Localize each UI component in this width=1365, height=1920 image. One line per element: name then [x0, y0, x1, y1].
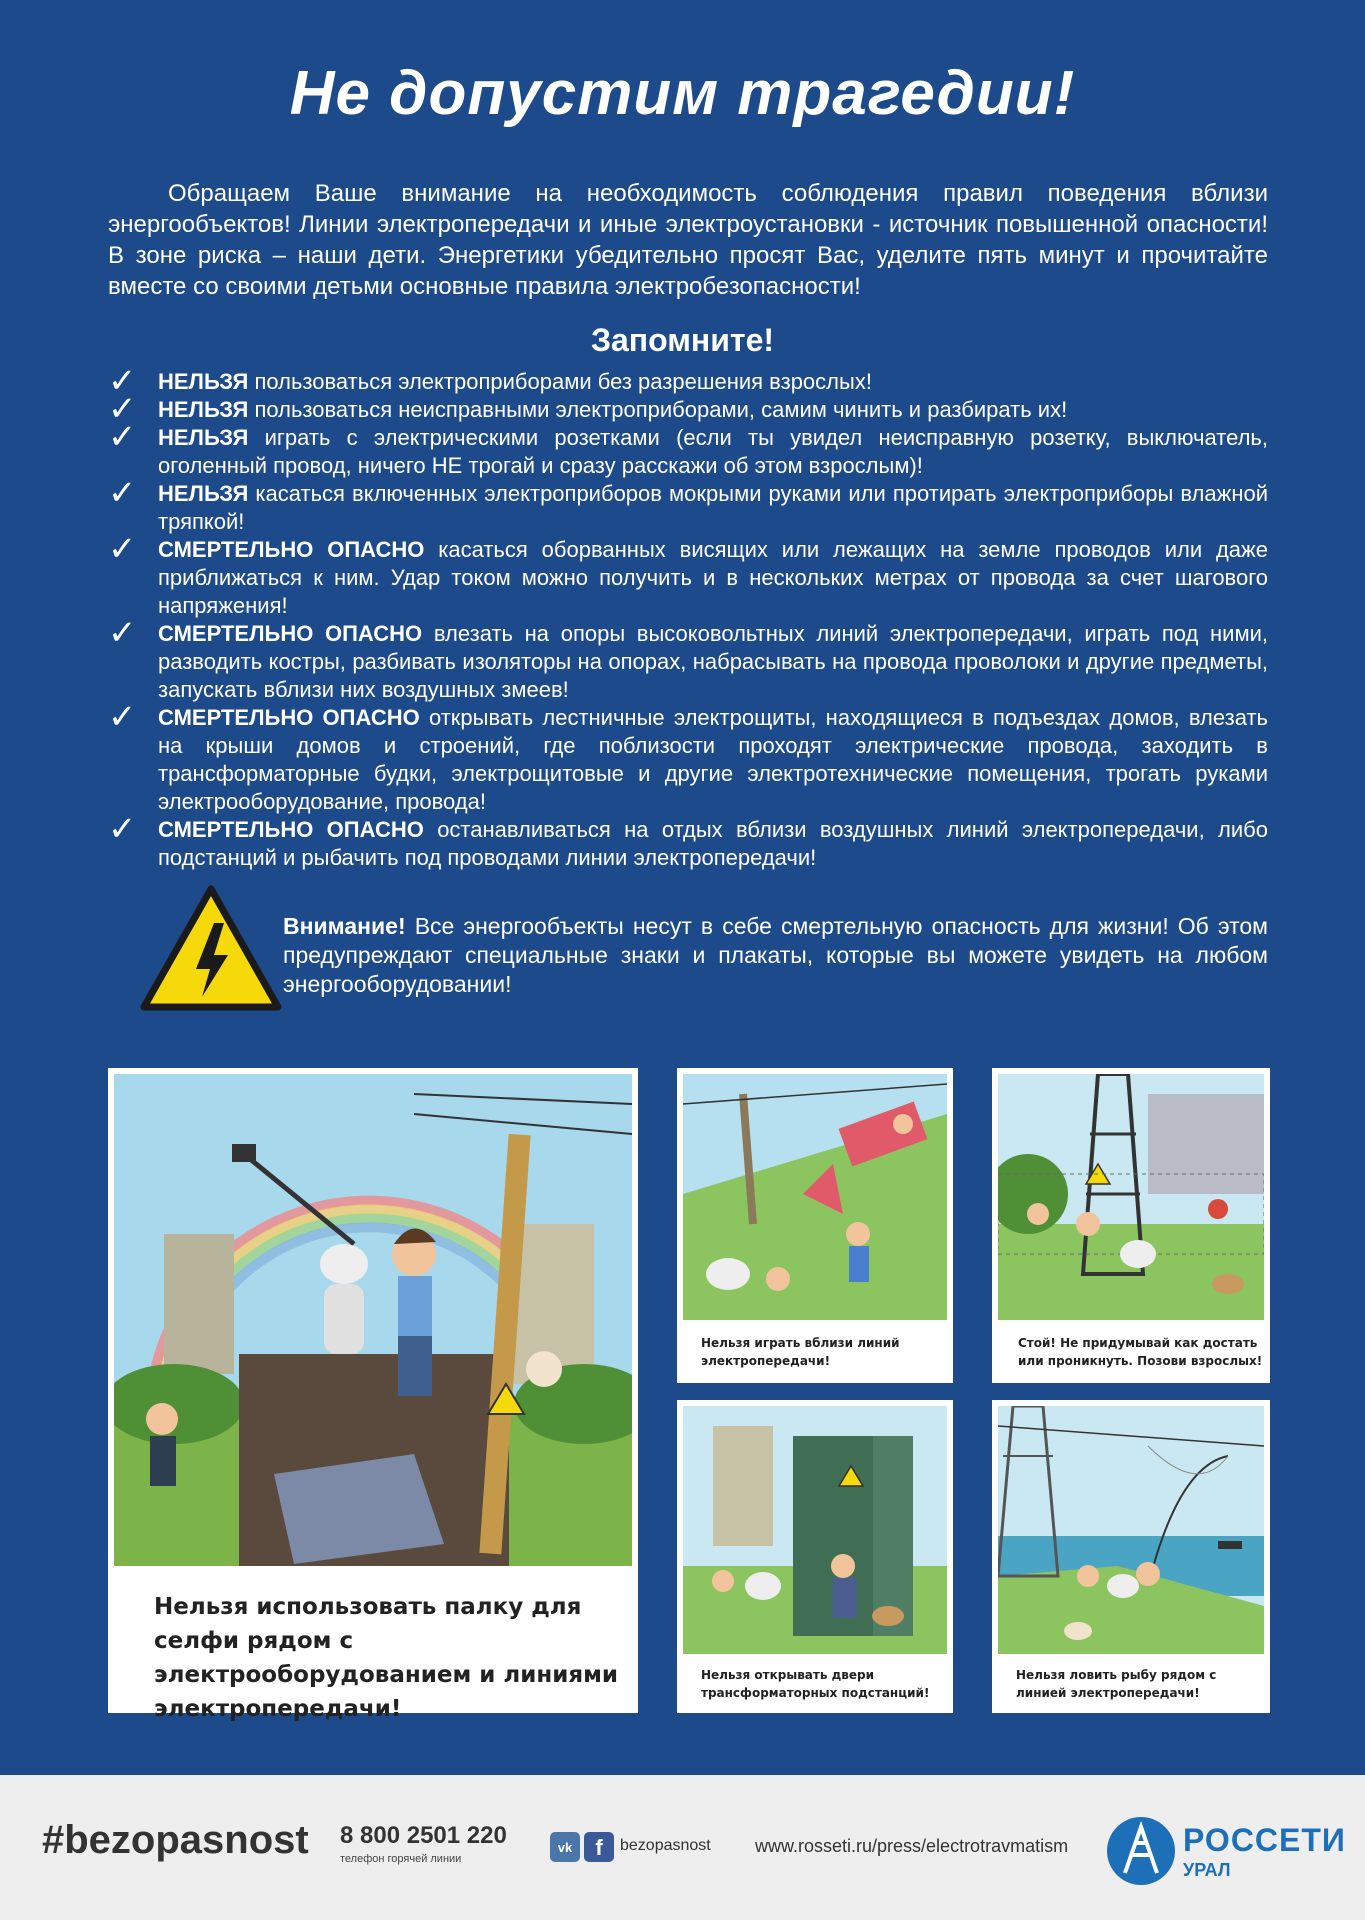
- rule-lead: СМЕРТЕЛЬНО ОПАСНО: [158, 705, 420, 730]
- rule-text: пользоваться электроприборами без разрешения взрослых!: [254, 369, 872, 394]
- checkmark-icon: ✓: [108, 390, 137, 428]
- hotline-phone[interactable]: 8 800 2501 220: [340, 1822, 507, 1849]
- rule-text: открывать лестничные электрощиты, находящиеся в подъездах домов, влезать на крыши домов и строений, где поблизости проходят электрические провода, заходить в трансформаторные будки, электрощитовые и другие электротехнические помещения, трогать руками электрооборудование, провода!: [158, 705, 1268, 814]
- caption-top-right: Стой! Не придумывай как достать или проникнуть. Позови взрослых!: [1018, 1336, 1263, 1368]
- rule-lead: НЕЛЬЗЯ: [158, 425, 249, 450]
- checkmark-icon: ✓: [108, 362, 137, 400]
- high-voltage-warning-icon: [140, 885, 282, 1013]
- brand-name: РОССЕТИ: [1183, 1822, 1346, 1858]
- illustration-panel-fishing: [992, 1400, 1270, 1713]
- transformer-door-illustration: [683, 1406, 947, 1654]
- intro-paragraph: Обращаем Ваше внимание на необходимость соблюдения правил поведения вблизи энергообъектов! Линии электропередачи и иные электроустановки - источник повышенной опасности! В зоне риска – наши дети. Энергетики убедительно просят Вас, уделите пять минут и прочитайте вместе со своими детьми основные правила электробезопасности!: [108, 180, 1268, 300]
- rule-text: касаться включенных электроприборов мокрыми руками или протирать электроприборы влажной тряпкой!: [158, 481, 1268, 534]
- hotline-label: телефон горячей линии: [340, 1853, 462, 1865]
- rule-text: останавливаться на отдых вблизи воздушных линий электропередачи, либо подстанций и рыбачить под проводами линии электропередачи!: [158, 817, 1268, 870]
- illustration-panel-substation: [992, 1068, 1270, 1383]
- checkmark-icon: ✓: [108, 530, 137, 568]
- rule-lead: СМЕРТЕЛЬНО ОПАСНО: [158, 537, 425, 562]
- hashtag: #bezopasnost: [42, 1818, 309, 1862]
- checkmark-icon: ✓: [108, 810, 137, 848]
- selfie-stick-illustration: [114, 1074, 632, 1566]
- rule-lead: НЕЛЬЗЯ: [158, 369, 249, 394]
- substation-fence-illustration: [998, 1074, 1264, 1320]
- website-link[interactable]: www.rosseti.ru/press/electrotravmatism: [755, 1836, 1069, 1856]
- illustration-panel-kite: [677, 1068, 953, 1383]
- caption-bottom-right: Нельзя ловить рыбу рядом с линией электропередачи!: [1016, 1668, 1217, 1700]
- rule-lead: НЕЛЬЗЯ: [158, 397, 249, 422]
- rule-item: [108, 698, 1268, 816]
- rule-text: влезать на опоры высоковольтных линий электропередачи, играть под ними, разводить костры, разбивать изоляторы на опорах, набрасывать на провода проволоки и другие предметы, запускать вблизи них воздушных змеев!: [158, 621, 1269, 702]
- fishing-near-line-illustration: [998, 1406, 1264, 1654]
- illustration-panel-transformer: [677, 1400, 953, 1713]
- svg-text:f: f: [595, 1835, 603, 1860]
- warning-paragraph: [283, 912, 1268, 999]
- checkmark-icon: ✓: [108, 418, 137, 456]
- page-title: Не допустим трагедии!: [289, 59, 1076, 128]
- rule-lead: НЕЛЬЗЯ: [158, 481, 249, 506]
- rules-list: [108, 362, 1269, 872]
- rule-text: касаться оборванных висящих или лежащих на земле проводов или даже приближаться к ним. Удар током можно получить и в нескольких метрах от провода за счет шагового напряжения!: [158, 537, 1268, 618]
- social-handle[interactable]: bezopasnost: [620, 1837, 711, 1854]
- rule-item: [108, 614, 1269, 704]
- checkmark-icon: ✓: [108, 698, 137, 736]
- warning-lead: Внимание!: [283, 913, 406, 939]
- checkmark-icon: ✓: [108, 474, 137, 512]
- rule-item: [108, 390, 1268, 428]
- svg-text:vk: vk: [557, 1840, 573, 1855]
- rule-text: пользоваться неисправными электроприборами, самим чинить и разбирать их!: [254, 397, 1068, 422]
- rule-item: [108, 810, 1268, 872]
- rule-lead: СМЕРТЕЛЬНО ОПАСНО: [158, 621, 423, 646]
- rule-item: [108, 362, 1268, 400]
- brand-region: УРАЛ: [1183, 1860, 1231, 1880]
- remember-heading: Запомните!: [590, 322, 775, 358]
- rule-item: [108, 530, 1268, 620]
- rule-text: играть с электрическими розетками (если ты увидел неисправную розетку, выключатель, оголенный провод, ничего НЕ трогай и сразу расскажи об этом взрослым)!: [158, 425, 1268, 478]
- rule-lead: СМЕРТЕЛЬНО ОПАСНО: [158, 817, 424, 842]
- rule-item: [108, 418, 1268, 480]
- caption-main: Нельзя использовать палку для селфи рядом с электрооборудованием и линиями электропередачи!: [154, 1594, 619, 1722]
- caption-bottom-middle: Нельзя открывать двери трансформаторных подстанций!: [701, 1668, 930, 1700]
- kite-play-illustration: [683, 1074, 947, 1320]
- social-icons[interactable]: [550, 1832, 614, 1862]
- rule-item: [108, 474, 1268, 536]
- illustration-panel-selfie: [108, 1068, 638, 1722]
- checkmark-icon: ✓: [108, 614, 137, 652]
- caption-top-middle: Нельзя играть вблизи линий электропередачи!: [701, 1336, 900, 1368]
- rosseti-logo-icon: [1105, 1815, 1177, 1887]
- warning-text: Все энергообъекты несут в себе смертельную опасность для жизни! Об этом предупреждают специальные знаки и плакаты, которые вы можете увидеть на любом энергооборудовании!: [283, 913, 1268, 997]
